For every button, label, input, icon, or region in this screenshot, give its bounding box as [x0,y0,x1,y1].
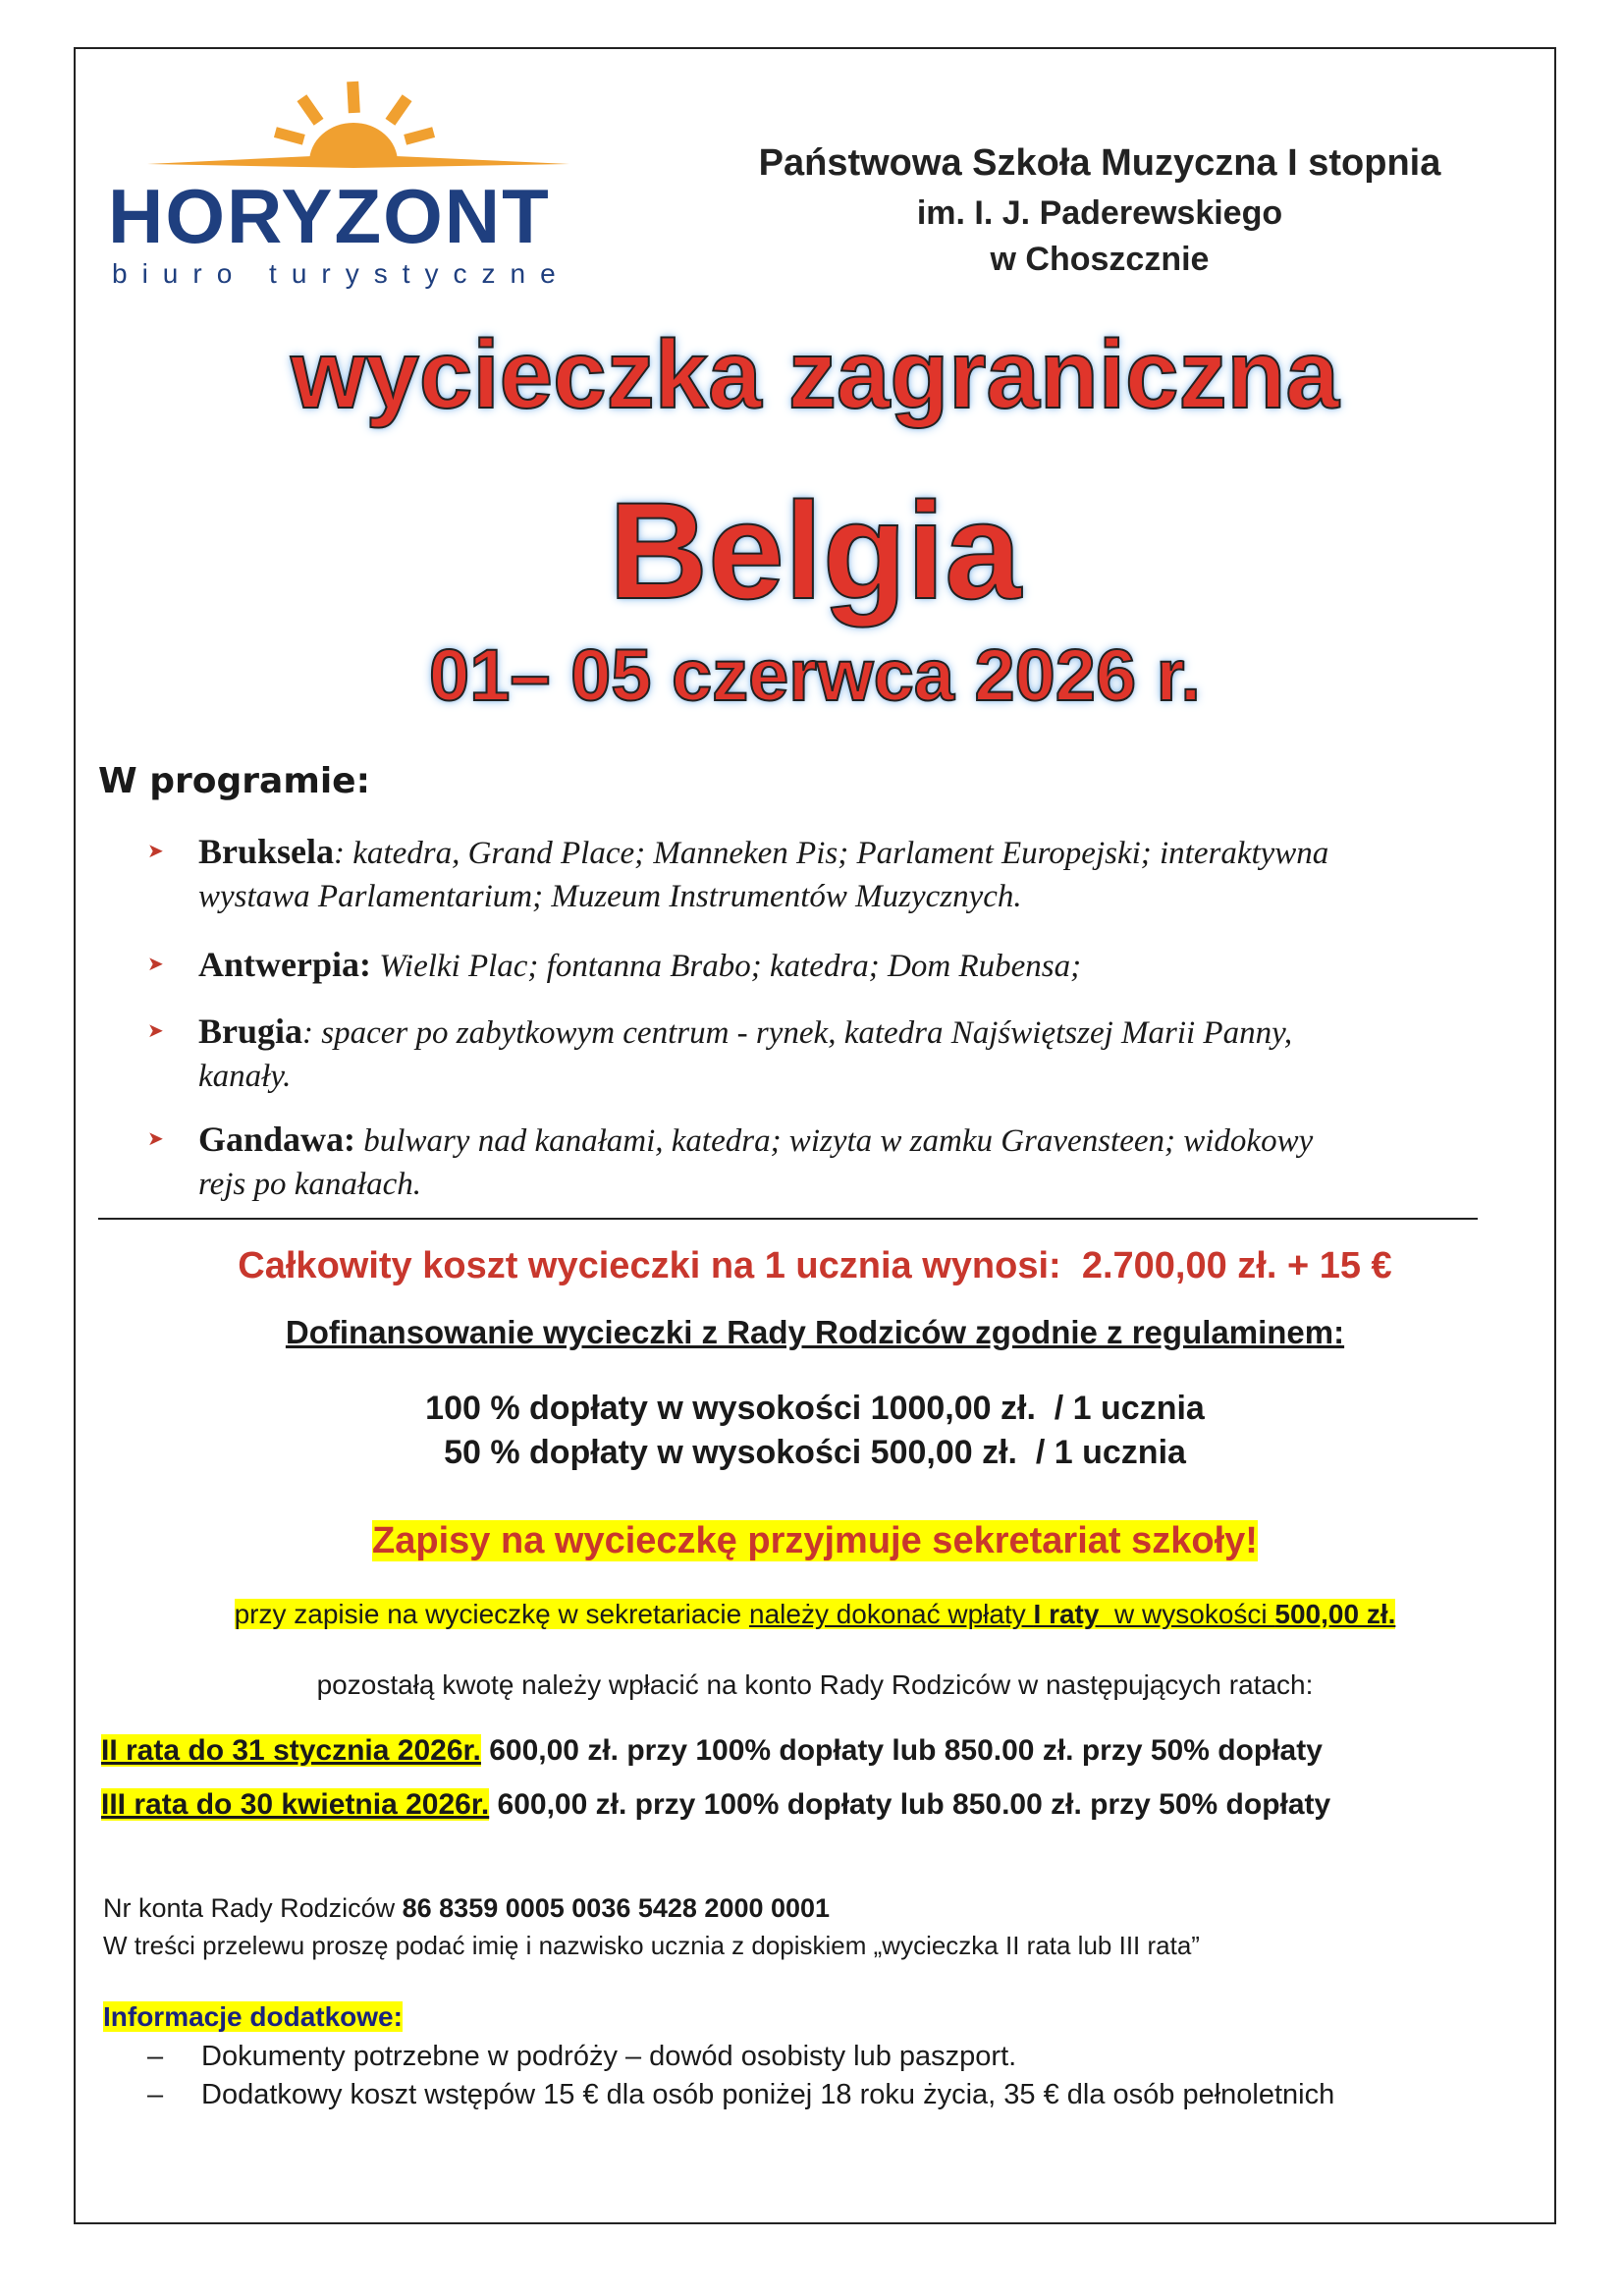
subsidy-100: 100 % dopłaty w wysokości 1000,00 zł. / 1 ucznia [425,1390,1205,1427]
school-patron: im. I. J. Paderewskiego [916,194,1283,232]
program-item: ➤ Bruksela: katedra, Grand Place; Manneken Pis; Parlament Europejski; interaktywna wystawa Parlamentarium; Muzeum Instrumentów Muzycznych. [147,832,1329,914]
first-installment-note: przy zapisie na wycieczkę w sekretariacie należy dokonać wpłaty I raty w wysokości 500,00 zł. [234,1599,1396,1629]
trip-dates: 01– 05 czerwca 2026 r. [429,634,1201,716]
program-item: ➤ Gandawa: bulwary nad kanałami, katedra; wizyta w zamku Gravensteen; widokowy rejs po kanałach. [147,1120,1314,1202]
info-item: – Dokumenty potrzebne w podróży – dowód osobisty lub paszport. [147,2041,1017,2072]
remaining-note: pozostałą kwotę należy wpłacić na konto Rady Rodziców w następujących ratach: [316,1669,1314,1700]
school-name: Państwowa Szkoła Muzyczna I stopnia [758,142,1441,184]
school-town: w Choszcznie [990,241,1210,278]
total-cost: Całkowity koszt wycieczki na 1 ucznia wynosi: 2.700,00 zł. + 15 € [238,1245,1392,1286]
info-heading: Informacje dodatkowe: [103,2001,403,2032]
arrow-bullet-icon: ➤ [147,1020,164,1042]
account-number: Nr konta Rady Rodziców 86 8359 0005 0036 5428 2000 0001 [103,1893,831,1923]
arrow-bullet-icon: ➤ [147,1128,164,1150]
installment-3: III rata do 30 kwietnia 2026r. 600,00 zł. przy 100% dopłaty lub 850.00 zł. przy 50% dopłaty [101,1788,1331,1821]
program-item: ➤ Brugia: spacer po zabytkowym centrum - rynek, katedra Najświętszej Marii Panny, kanały. [147,1011,1293,1094]
country-title: Belgia [608,473,1022,628]
arrow-bullet-icon: ➤ [147,841,164,862]
program-item: ➤ Antwerpia: Wielki Plac; fontanna Brabo; katedra; Dom Rubensa; [147,945,1082,984]
divider [98,1218,1478,1220]
transfer-note: W treści przelewu proszę podać imię i nazwisko ucznia z dopiskiem „wycieczka II rata lub III rata” [103,1931,1200,1960]
subsidy-heading: Dofinansowanie wycieczki z Rady Rodziców zgodnie z regulaminem: [285,1314,1345,1350]
sun-icon [108,74,628,182]
arrow-bullet-icon: ➤ [147,954,164,975]
program-heading: W programie: [98,761,370,801]
subsidy-50: 50 % dopłaty w wysokości 500,00 zł. / 1 ucznia [444,1434,1186,1471]
installment-2: II rata do 31 stycznia 2026r. 600,00 zł. przy 100% dopłaty lub 850.00 zł. przy 50% dopłaty [101,1734,1323,1767]
info-item: – Dodatkowy koszt wstępów 15 € dla osób poniżej 18 roku życia, 35 € dla osób pełnoletnich [147,2079,1335,2110]
horyzont-logo: HORYZONT biuro turystyczne [108,74,628,285]
signup-title: Zapisy na wycieczkę przyjmuje sekretariat szkoły! [372,1520,1258,1561]
headline: wycieczka zagraniczna [291,320,1339,428]
